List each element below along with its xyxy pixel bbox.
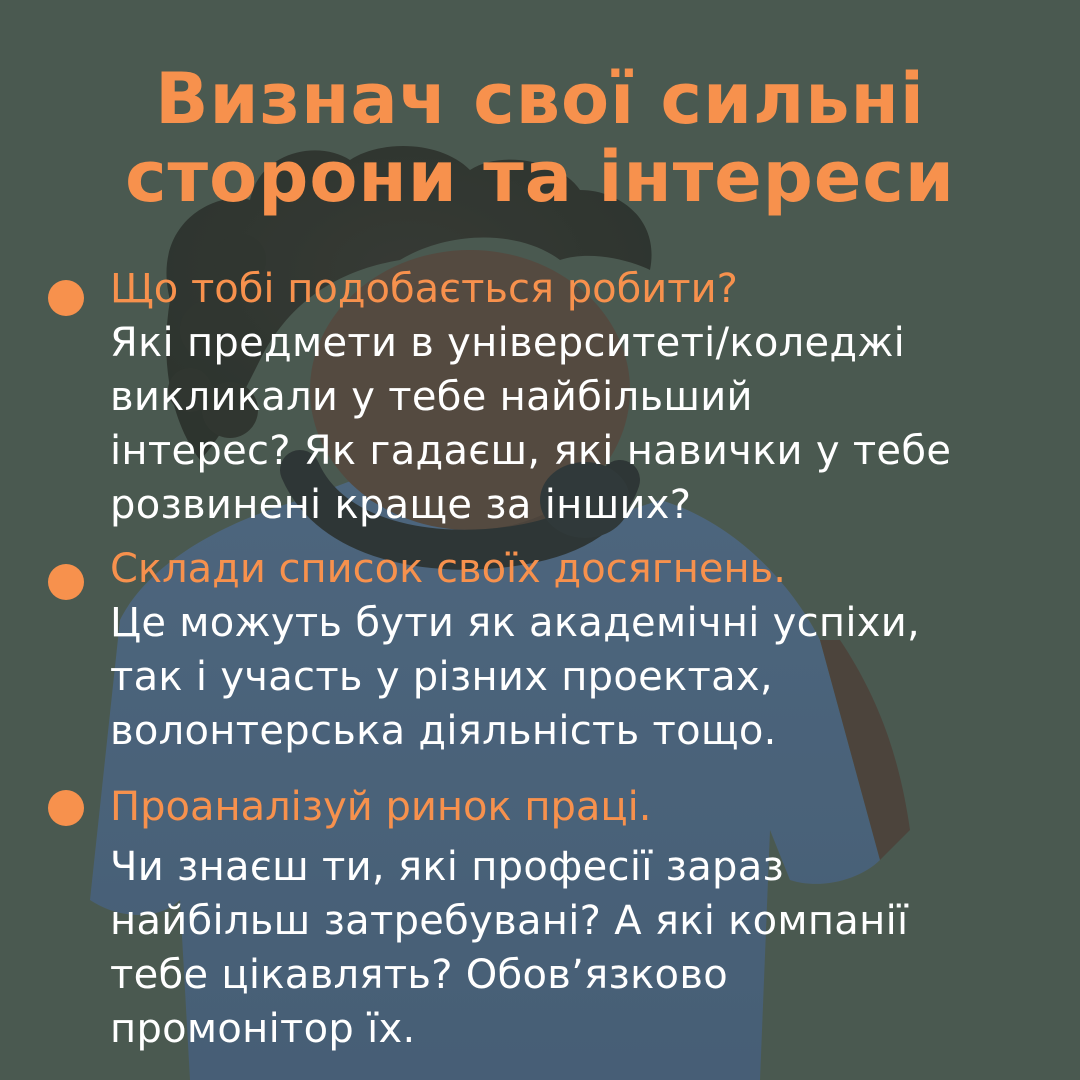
item-heading: Склади список своїх досягнень. [110, 546, 786, 592]
item-body-line: волонтерська діяльність тощо. [110, 708, 777, 754]
item-heading: Що тобі подобається робити? [110, 266, 738, 312]
title-line-2: сторони та інтереси [125, 136, 955, 218]
item-heading: Проаналізуй ринок праці. [110, 784, 652, 830]
item-body-line: Які предмети в університеті/коледжі [110, 320, 906, 366]
title-line-1: Визнач свої сильні [155, 58, 925, 140]
item-body-line: промонітор їх. [110, 1006, 416, 1052]
item-body-line: тебе цікавлять? Обов’язково [110, 952, 728, 998]
item-body-line: викликали у тебе найбільший [110, 374, 753, 420]
item-body-line: інтерес? Як гадаєш, які навички у тебе [110, 428, 952, 474]
bullet-dot-icon [48, 790, 84, 826]
item-body [110, 596, 1060, 758]
bullet-dot-icon [48, 564, 84, 600]
item-body [110, 840, 1060, 1056]
item-body-line: найбільш затребувані? А які компанії [110, 898, 909, 944]
item-body [110, 316, 1060, 532]
item-body-line: так і участь у різних проектах, [110, 654, 773, 700]
item-body-line: Чи знаєш ти, які професії зараз [110, 844, 785, 890]
bullet-dot-icon [48, 280, 84, 316]
list-item [110, 262, 1060, 532]
item-body-line: Це можуть бути як академічні успіхи, [110, 600, 921, 646]
item-body-line: розвинені краще за інших? [110, 482, 692, 528]
list-item [110, 780, 1060, 1056]
list-item [110, 542, 1060, 758]
